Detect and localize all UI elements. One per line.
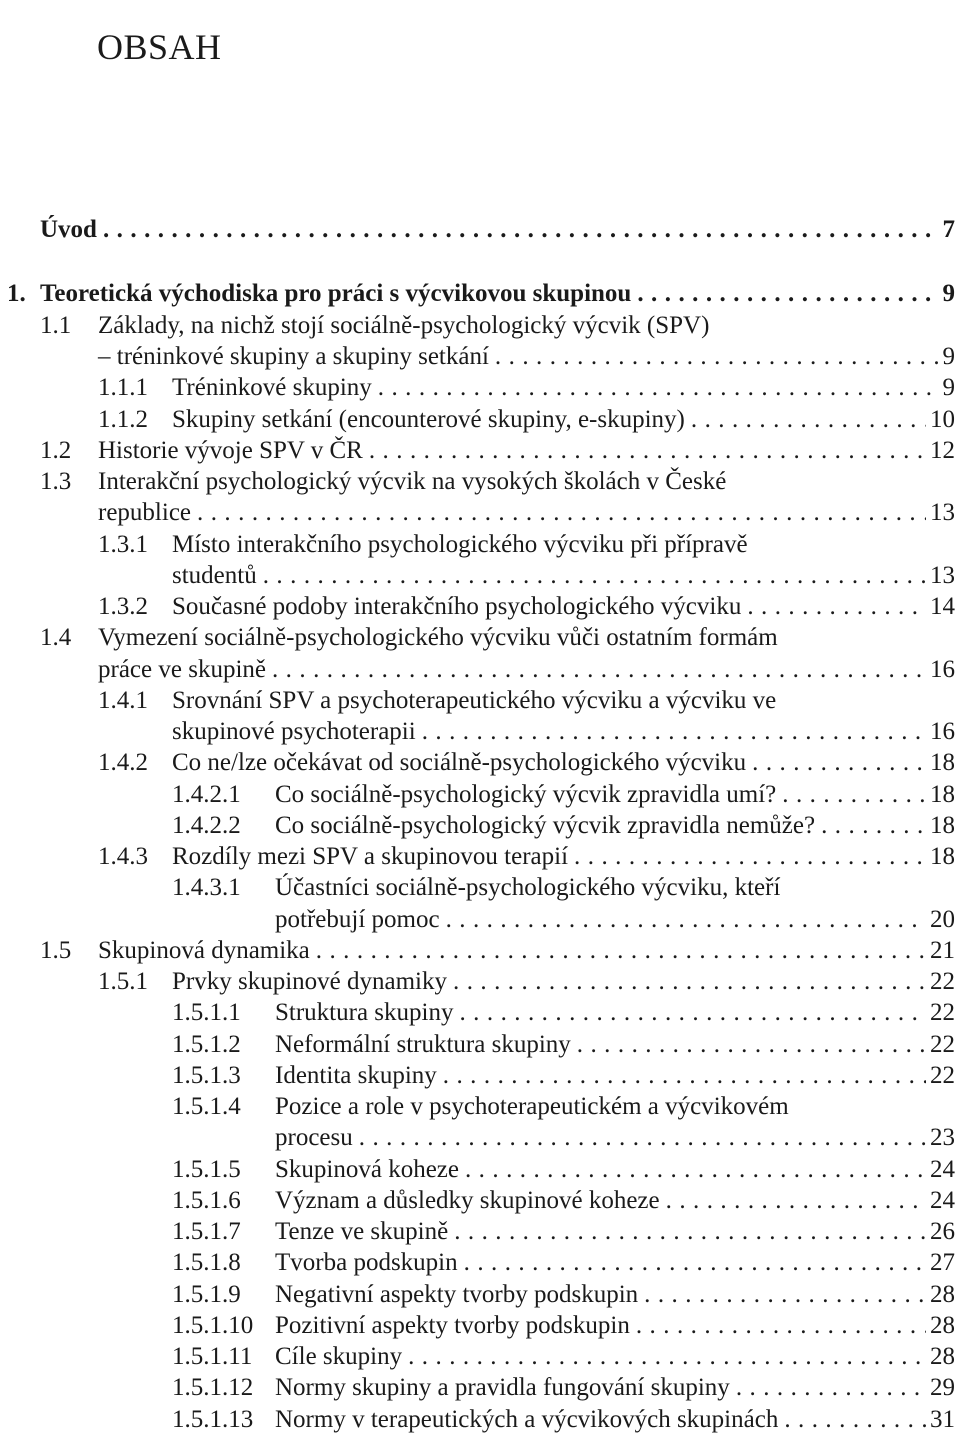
toc-entry-number: 1.5.1.10 [172, 1312, 254, 1339]
toc-entry-title: Teoretická východiska pro práci s výcvikovou skupinou [40, 280, 632, 307]
toc-entry-number: 1.5 [40, 937, 72, 964]
toc-entry [172, 1372, 955, 1403]
dot-leader [741, 591, 926, 622]
toc-entry [172, 1185, 955, 1216]
toc-entry [98, 497, 955, 528]
toc-entry [98, 529, 955, 560]
dot-leader [685, 404, 926, 435]
toc-entry [172, 1060, 955, 1091]
toc-entry-page: 29 [930, 1374, 955, 1401]
toc-entry-title: Struktura skupiny [275, 999, 454, 1026]
toc-entry-page: 26 [930, 1218, 955, 1245]
dot-leader [440, 904, 926, 935]
toc-entry-page: 18 [930, 812, 955, 839]
toc-entry-title: Co sociálně-psychologický výcvik zpravidla umí? [275, 781, 777, 808]
toc-entry [98, 685, 955, 716]
toc-entry [172, 1279, 955, 1310]
toc-entry-page: 28 [930, 1312, 955, 1339]
toc-entry-number: 1.5.1.8 [172, 1249, 241, 1276]
toc-entry-number: 1.5.1.5 [172, 1156, 241, 1183]
toc-entry-page: 18 [930, 781, 955, 808]
toc-entry-number: 1.5.1.2 [172, 1031, 241, 1058]
toc-entry-page: 10 [930, 406, 955, 433]
toc-entry-title: studentů [172, 562, 257, 589]
toc-entry-title: procesu [275, 1124, 353, 1151]
toc-entry-number: 1.4 [40, 624, 72, 651]
dot-leader [353, 1122, 926, 1153]
dot-leader [571, 1029, 926, 1060]
dot-leader [97, 214, 939, 245]
toc-entry-page: 22 [930, 1062, 955, 1089]
toc-entry-number: 1.5.1.12 [172, 1374, 254, 1401]
toc-entry-number: 1.1.2 [98, 406, 148, 433]
toc-entry [98, 966, 955, 997]
toc-entry-page: 22 [930, 1031, 955, 1058]
toc-entry-title: potřebují pomoc [275, 906, 440, 933]
toc-entry-title: Účastníci sociálně-psychologického výcviku, kteří [275, 874, 781, 901]
toc-entry [40, 622, 955, 653]
toc-entry-page: 9 [942, 280, 955, 307]
toc-entry-title: Tréninkové skupiny [172, 374, 372, 401]
toc-entry-page: 16 [930, 718, 955, 745]
dot-leader [310, 935, 926, 966]
toc-entry [172, 1216, 955, 1247]
toc-entry-title: republice [98, 499, 192, 526]
dot-leader [489, 341, 939, 372]
dot-leader [191, 497, 926, 528]
toc-entry-page: 24 [930, 1156, 955, 1183]
dot-leader [416, 716, 926, 747]
toc-entry-number: 1.5.1.13 [172, 1406, 254, 1433]
dot-leader [402, 1341, 926, 1372]
dot-leader [631, 278, 938, 309]
toc-entry-number: 1.1.1 [98, 374, 148, 401]
dot-leader [730, 1372, 926, 1403]
toc-entry-page: 21 [930, 937, 955, 964]
toc-entry [172, 997, 955, 1028]
toc-entry [40, 466, 955, 497]
dot-leader [372, 372, 939, 403]
toc-entry [172, 1341, 955, 1372]
dot-leader [266, 654, 926, 685]
toc-entry-number: 1.4.2.1 [172, 781, 241, 808]
toc-entry [172, 1091, 955, 1122]
dot-leader [437, 1060, 926, 1091]
toc-entry-title: Význam a důsledky skupinové koheze [275, 1187, 660, 1214]
toc-entry-number: 1.3 [40, 468, 72, 495]
toc-entry-number: 1.2 [40, 437, 72, 464]
toc-entry-title: Rozdíly mezi SPV a skupinovou terapií [172, 843, 569, 870]
toc-entry [172, 1247, 955, 1278]
toc-entry-number: 1.5.1.11 [172, 1343, 253, 1370]
dot-leader [448, 1216, 926, 1247]
toc-entry [40, 214, 955, 245]
toc-entry [275, 1122, 955, 1153]
toc-entry-number: 1.5.1 [98, 968, 148, 995]
toc-entry-page: 7 [942, 216, 955, 243]
toc-entry-title: Historie vývoje SPV v ČR [98, 437, 363, 464]
dot-leader [447, 966, 926, 997]
toc-entry [172, 872, 955, 903]
toc-entry [40, 310, 955, 341]
toc-entry [172, 810, 955, 841]
toc-entry-number: 1.4.3.1 [172, 874, 241, 901]
toc-entry-page: 22 [930, 968, 955, 995]
dot-leader [815, 810, 926, 841]
dot-leader [638, 1279, 926, 1310]
toc-entry-title: Skupinová dynamika [98, 937, 310, 964]
toc-entry [98, 372, 955, 403]
toc-entry [98, 747, 955, 778]
dot-leader [630, 1310, 926, 1341]
toc-entry-page: 28 [930, 1281, 955, 1308]
toc-entry-page: 9 [942, 343, 955, 370]
toc-entry-number: 1.5.1.6 [172, 1187, 241, 1214]
toc-entry-page: 20 [930, 906, 955, 933]
toc-entry-title: Pozice a role v psychoterapeutickém a výcvikovém [275, 1093, 789, 1120]
toc-entry-number: 1.4.2.2 [172, 812, 241, 839]
toc-entry-title: Identita skupiny [275, 1062, 437, 1089]
dot-leader [257, 560, 926, 591]
toc-entry-title: Základy, na nichž stojí sociálně-psychologický výcvik (SPV) [98, 312, 710, 339]
toc-entry [172, 779, 955, 810]
toc-entry [98, 341, 955, 372]
toc-entry-number: 1.4.3 [98, 843, 148, 870]
toc-entry-page: 31 [930, 1406, 955, 1433]
toc-entry-title: Neformální struktura skupiny [275, 1031, 571, 1058]
toc-entry-title: Vymezení sociálně-psychologického výcviku vůči ostatním formám [98, 624, 778, 651]
toc-entry [172, 1029, 955, 1060]
toc-entry-title: Pozitivní aspekty tvorby podskupin [275, 1312, 630, 1339]
toc-entry-number: 1.3.1 [98, 531, 148, 558]
toc-entry [98, 841, 955, 872]
toc-entry-number: 1.4.2 [98, 749, 148, 776]
toc-entry [172, 1154, 955, 1185]
toc-entry-page: 9 [942, 374, 955, 401]
toc-entry-title: Interakční psychologický výcvik na vysokých školách v České [98, 468, 727, 495]
toc-entry-page: 23 [930, 1124, 955, 1151]
toc-entry [172, 716, 955, 747]
toc-entry-title: Negativní aspekty tvorby podskupin [275, 1281, 639, 1308]
toc-entry-title: Tvorba podskupin [275, 1249, 458, 1276]
toc-entry-title: Skupiny setkání (encounterové skupiny, e-skupiny) [172, 406, 685, 433]
toc-entry-title: Co sociálně-psychologický výcvik zpravidla nemůže? [275, 812, 816, 839]
toc-entry [98, 591, 955, 622]
toc-entry [98, 654, 955, 685]
toc-entry [172, 1404, 955, 1435]
dot-leader [776, 779, 926, 810]
toc-entry-title: Srovnání SPV a psychoterapeutického výcviku a výcviku ve [172, 687, 777, 714]
toc-entry-number: 1.5.1.9 [172, 1281, 241, 1308]
toc-entry-page: 16 [930, 656, 955, 683]
dot-leader [453, 997, 926, 1028]
toc-entry-number: 1.5.1.3 [172, 1062, 241, 1089]
toc-entry-number: 1.5.1.4 [172, 1093, 241, 1120]
toc-entry [98, 404, 955, 435]
toc-entry-number: 1.4.1 [98, 687, 148, 714]
toc-entry-title: Skupinová koheze [275, 1156, 459, 1183]
dot-leader [459, 1154, 926, 1185]
toc-entry-page: 13 [930, 499, 955, 526]
toc-entry [7, 278, 955, 309]
toc-entry-title: Úvod [40, 216, 97, 243]
toc-entry-page: 18 [930, 749, 955, 776]
toc-entry-title: práce ve skupině [98, 656, 266, 683]
dot-leader [568, 841, 926, 872]
toc-entry-title: Prvky skupinové dynamiky [172, 968, 447, 995]
toc-entry-number: 1.1 [40, 312, 72, 339]
toc-entry-page: 24 [930, 1187, 955, 1214]
toc-entry-number: 1.5.1.7 [172, 1218, 241, 1245]
toc-entry-title: Normy v terapeutických a výcvikových skupinách [275, 1406, 779, 1433]
dot-leader [746, 747, 926, 778]
toc-entry [172, 560, 955, 591]
toc-entry-title: Tenze ve skupině [275, 1218, 449, 1245]
toc-entry [40, 935, 955, 966]
toc-entry-title: Cíle skupiny [275, 1343, 403, 1370]
toc-entry-title: Současné podoby interakčního psychologického výcviku [172, 593, 742, 620]
toc-entry-title: skupinové psychoterapii [172, 718, 416, 745]
toc-entry-title: – tréninkové skupiny a skupiny setkání [98, 343, 489, 370]
toc-entry-page: 14 [930, 593, 955, 620]
page-title: OBSAH [97, 27, 222, 67]
toc-entry-page: 22 [930, 999, 955, 1026]
toc-entry-number: 1. [7, 280, 26, 307]
toc-entry-number: 1.5.1.1 [172, 999, 241, 1026]
dot-leader [458, 1247, 926, 1278]
toc-entry-title: Co ne/lze očekávat od sociálně-psychologického výcviku [172, 749, 747, 776]
toc-entry-title: Normy skupiny a pravidla fungování skupiny [275, 1374, 730, 1401]
toc-entry-number: 1.3.2 [98, 593, 148, 620]
toc-entry-page: 27 [930, 1249, 955, 1276]
toc-entry [172, 1310, 955, 1341]
toc-entry-page: 28 [930, 1343, 955, 1370]
toc-entry [40, 435, 955, 466]
toc-entry [275, 904, 955, 935]
dot-leader [660, 1185, 926, 1216]
toc-entry-page: 12 [930, 437, 955, 464]
toc-entry-page: 18 [930, 843, 955, 870]
dot-leader [363, 435, 926, 466]
toc-entry-title: Místo interakčního psychologického výcviku při přípravě [172, 531, 748, 558]
toc-entry-page: 13 [930, 562, 955, 589]
dot-leader [778, 1404, 926, 1435]
